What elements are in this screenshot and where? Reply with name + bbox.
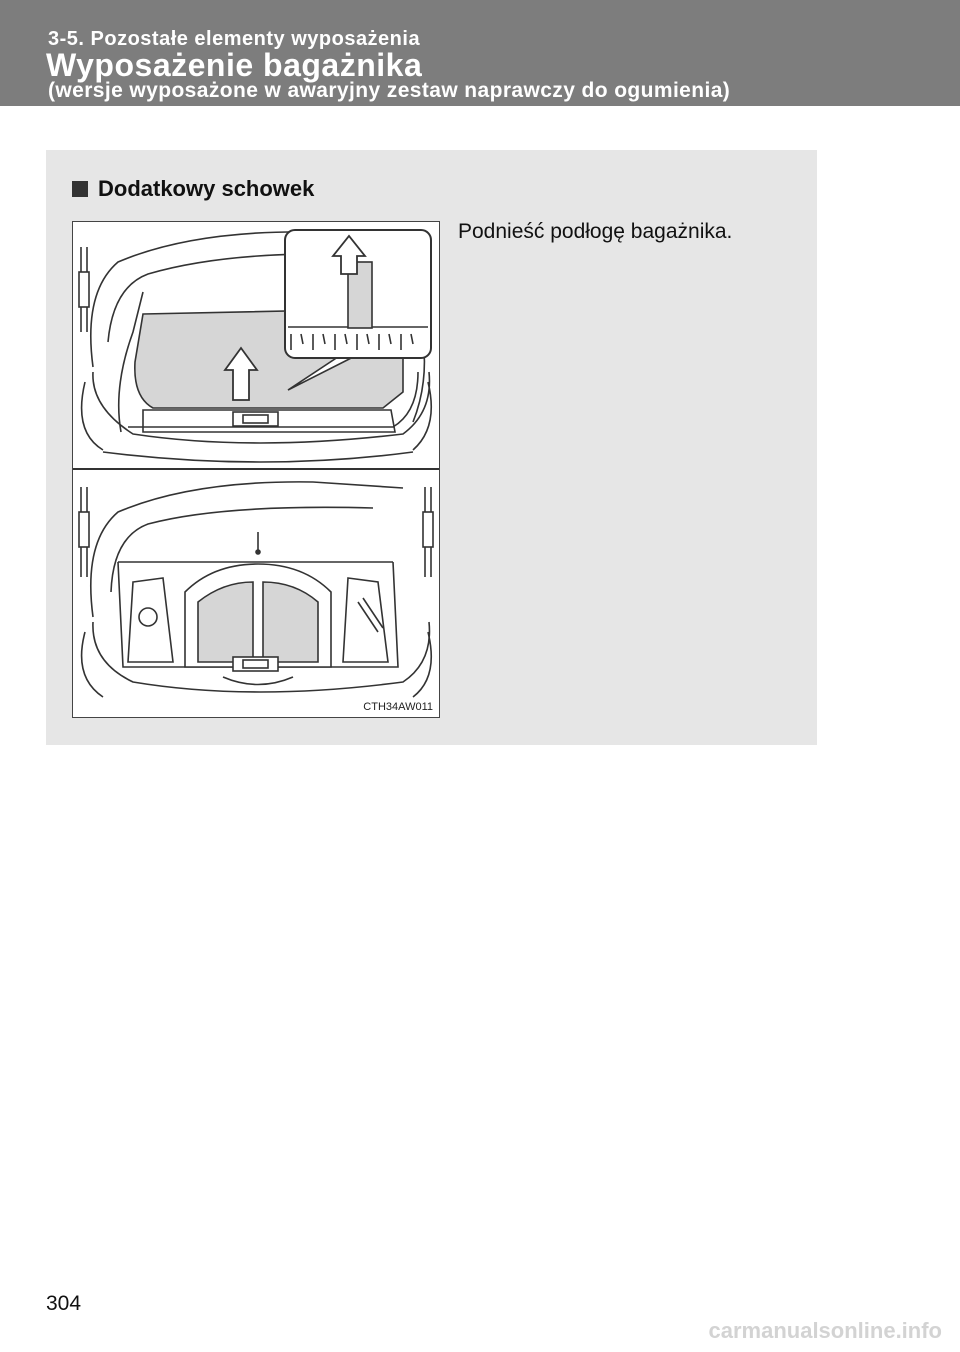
square-bullet-icon [72, 181, 88, 197]
page-header [0, 0, 960, 106]
trunk-illustration [72, 221, 440, 718]
block-heading [72, 176, 314, 202]
image-code: CTH34AW011 [363, 701, 433, 713]
page-subtitle: (wersje wyposażone w awaryjny zestaw naprawczy do ogumienia) [48, 79, 731, 102]
page-number: 304 [46, 1292, 82, 1315]
watermark: carmanualsonline.info [708, 1318, 942, 1343]
trunk-drawing [73, 222, 439, 717]
section-label: 3-5. Pozostałe elementy wyposażenia [48, 28, 421, 50]
page-title: Wyposażenie bagażnika [46, 47, 423, 83]
block-heading-text: Dodatkowy schowek [98, 176, 315, 201]
instruction-text: Podnieść podłogę bagażnika. [458, 220, 733, 243]
